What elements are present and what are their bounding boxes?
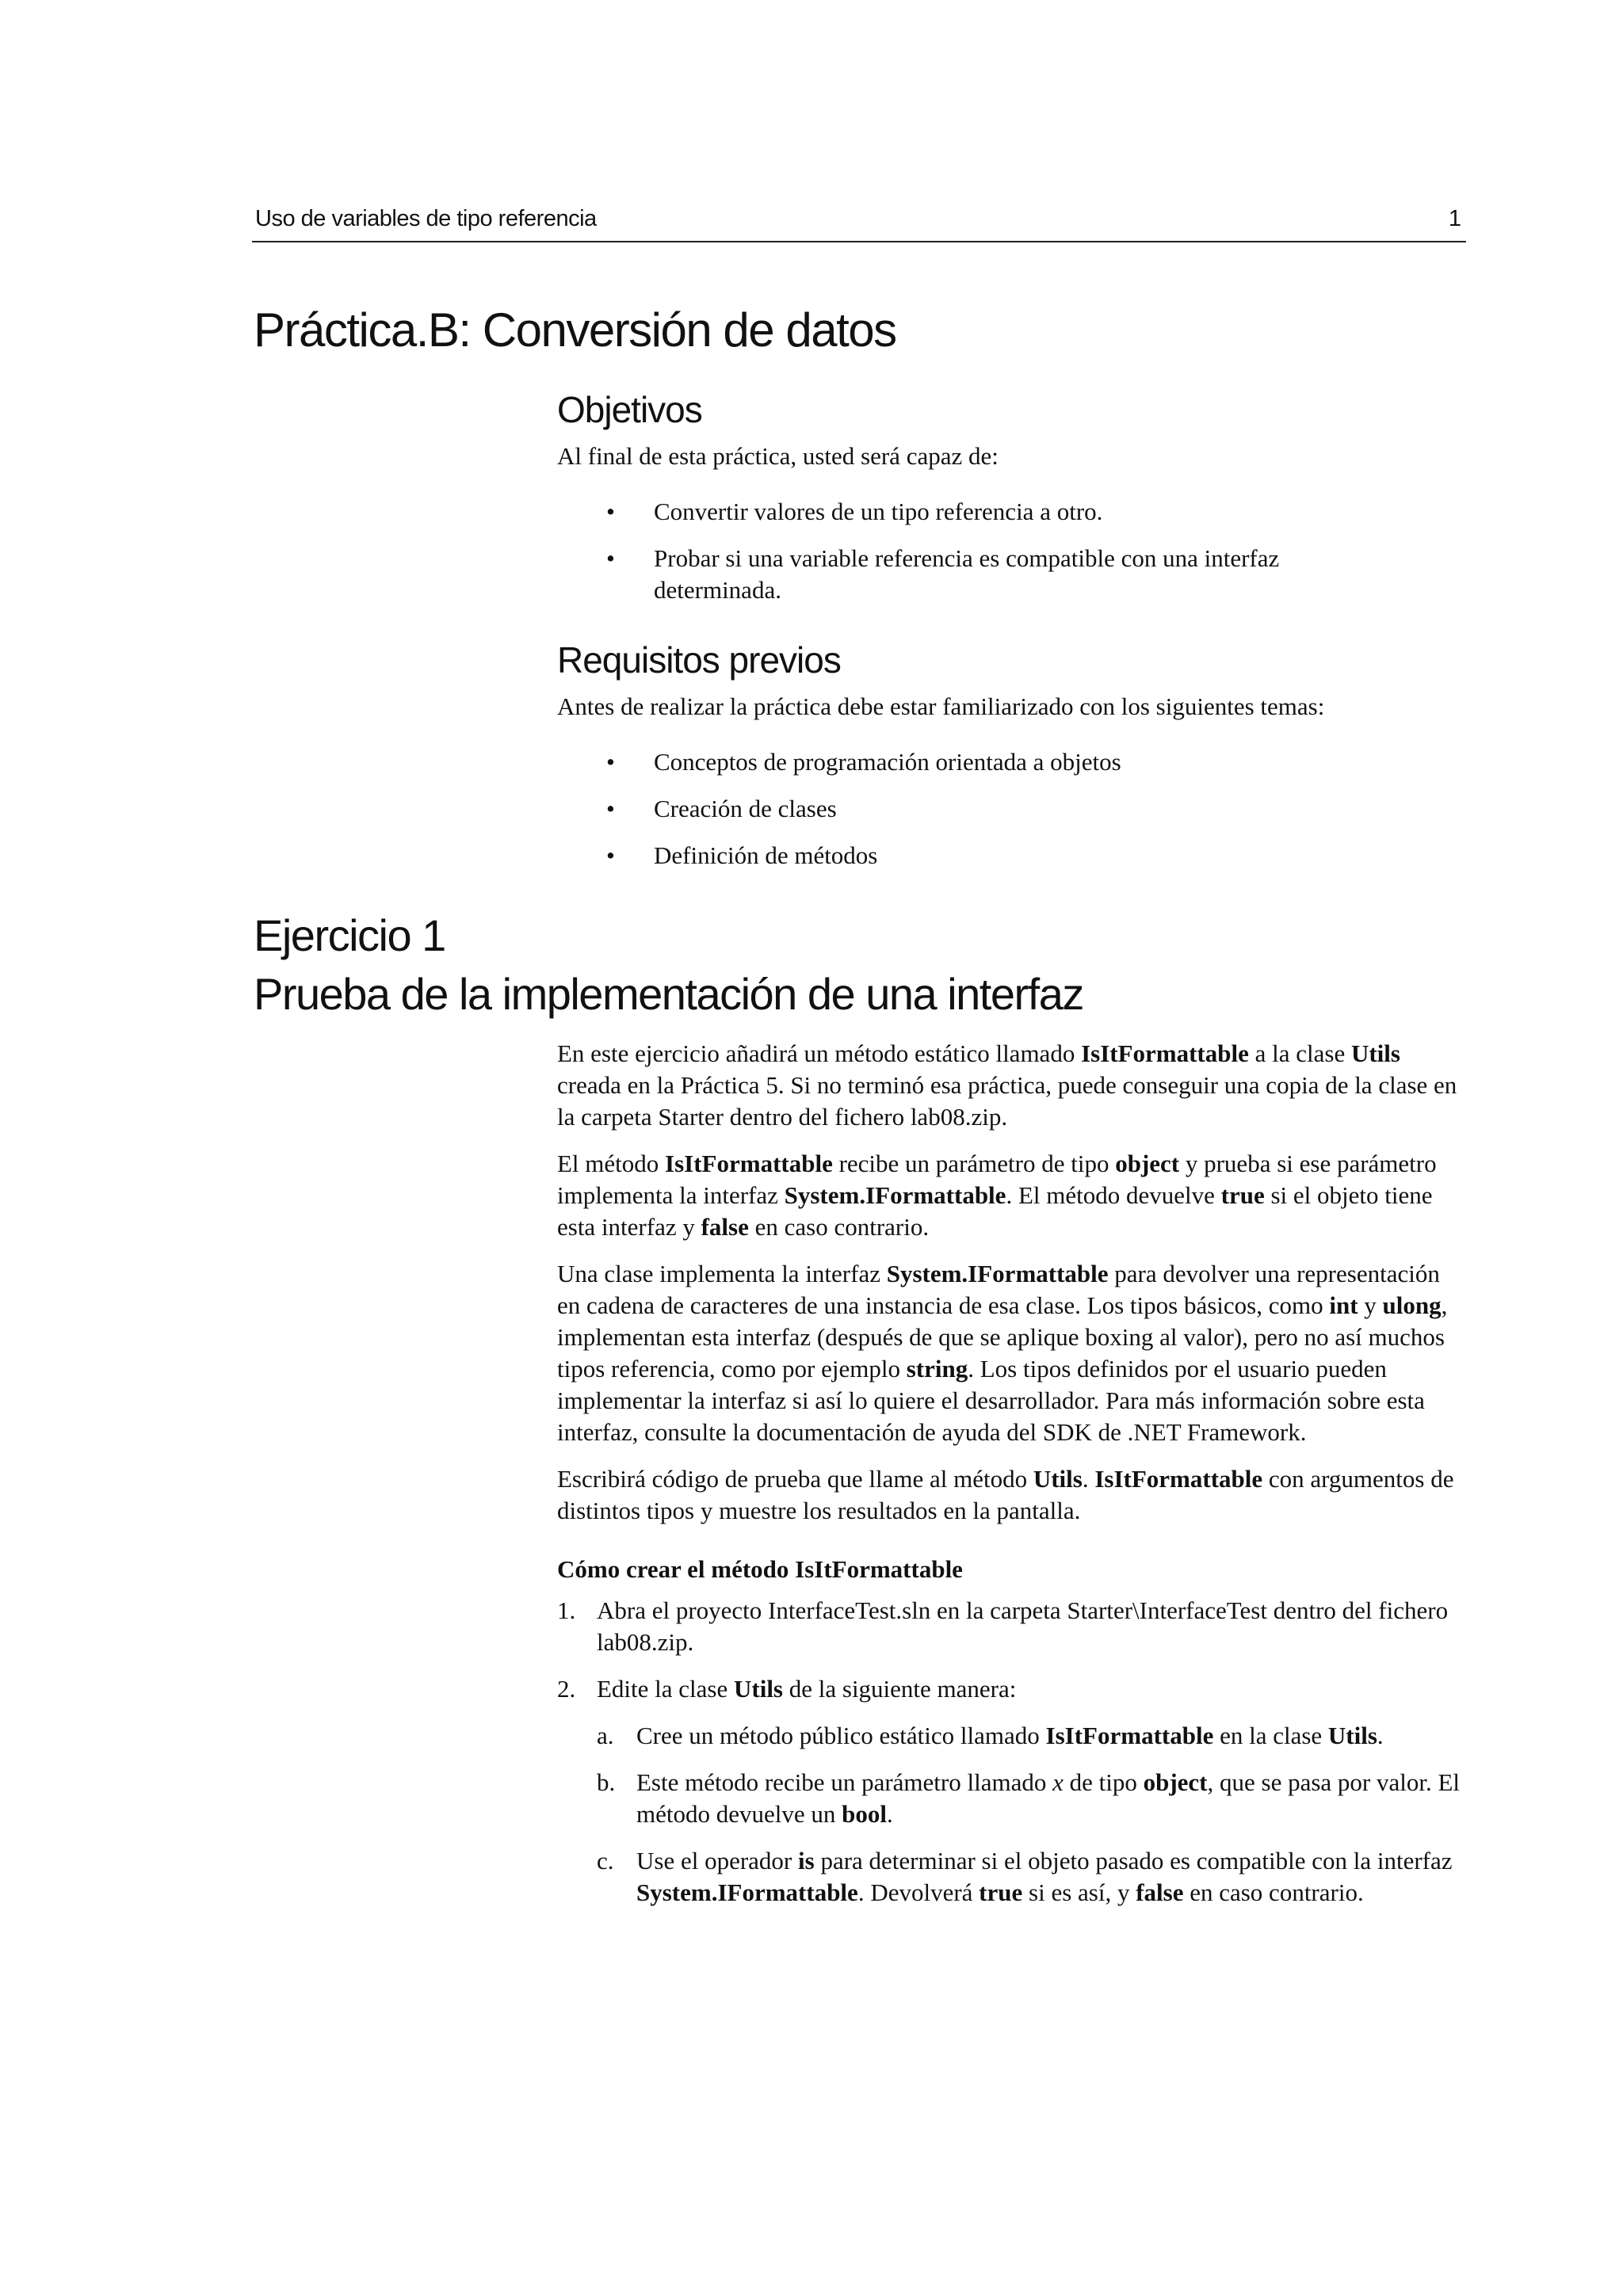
list-item-text: Creación de clases (654, 795, 837, 822)
list-item (557, 840, 1468, 871)
list-item (557, 496, 1468, 528)
exercise-subtitle: Prueba de la implementación de una interfaz (254, 969, 1083, 1019)
exercise-paragraph-1: En este ejercicio añadirá un método estático llamado IsItFormattable a la clase Utils creada en la Práctica 5. Si no terminó esa práctica, puede conseguir una copia de la clase en la carpeta Starter dentro del fichero lab08.zip. (557, 1039, 1457, 1131)
list-item (557, 543, 1468, 606)
exercise-body (557, 1038, 1468, 1909)
bullet-icon: • (606, 498, 615, 525)
list-item-text: Conceptos de programación orientada a objetos (654, 748, 1121, 776)
list-item (557, 793, 1468, 825)
exercise-paragraph-2: El método IsItFormattable recibe un parámetro de tipo object y prueba si ese parámetro implementa la interfaz System.IFormattable. El método devuelve true si el objeto tiene esta interfaz y false en caso contrario. (557, 1150, 1437, 1241)
page-header (252, 204, 1466, 242)
objetivos-section (557, 441, 1468, 606)
exercise-paragraph-4: Escribirá código de prueba que llame al método Utils. IsItFormattable con argumentos de distintos tipos y muestre los resultados en la pantalla. (557, 1465, 1454, 1524)
requisitos-heading: Requisitos previos (557, 639, 841, 681)
list-item-text: Convertir valores de un tipo referencia a otro. (654, 498, 1103, 525)
list-item (557, 746, 1468, 778)
objetivos-intro: Al final de esta práctica, usted será capaz de: (557, 442, 999, 470)
bullet-icon: • (606, 748, 615, 776)
list-item: 1. Abra el proyecto InterfaceTest.sln en la carpeta Starter\InterfaceTest dentro del fichero lab08.zip. (557, 1596, 1449, 1656)
list-item: a. Cree un método público estático llamado IsItFormattable en la clase Utils. (597, 1722, 1384, 1749)
list-item: c. Use el operador is para determinar si el objeto pasado es compatible con la interfaz System.IFormattable. Devolverá true si es así, y false en caso contrario. (597, 1847, 1453, 1906)
exercise-paragraph-3: Una clase implementa la interfaz System.IFormattable para devolver una representación en cadena de caracteres de una instancia de esa clase. Los tipos básicos, como int y ulong, implementan esta interfaz (después de que se aplique boxing al valor), pero no así muchos tipos referencia, como por ejemplo string. Los tipos definidos por el usuario pueden implementar la interfaz si así lo quiere el desarrollador. Para más información sobre esta interfaz, consulte la documentación de ayuda del SDK de .NET Framework. (557, 1260, 1448, 1446)
list-item: 2. Edite la clase Utils de la siguiente manera: (557, 1675, 1017, 1703)
procedure-heading: Cómo crear el método IsItFormattable (557, 1555, 963, 1583)
objetivos-heading: Objetivos (557, 389, 702, 430)
page-title: Práctica.B: Conversión de datos (254, 303, 896, 357)
page-number: 1 (1448, 206, 1461, 231)
list-item-text: Probar si una variable referencia es compatible con una interfaz determinada. (654, 544, 1280, 604)
requisitos-intro: Antes de realizar la práctica debe estar familiarizado con los siguientes temas: (557, 692, 1325, 720)
bullet-icon: • (606, 841, 615, 869)
bullet-icon: • (606, 544, 615, 572)
bullet-icon: • (606, 795, 615, 822)
list-item: b. Este método recibe un parámetro llamado x de tipo object, que se pasa por valor. El método devuelve un bool. (597, 1768, 1461, 1828)
header-title: Uso de variables de tipo referencia (255, 206, 597, 231)
exercise-title: Ejercicio 1 (254, 910, 445, 960)
list-item-text: Definición de métodos (654, 841, 878, 869)
requisitos-section (557, 691, 1468, 871)
